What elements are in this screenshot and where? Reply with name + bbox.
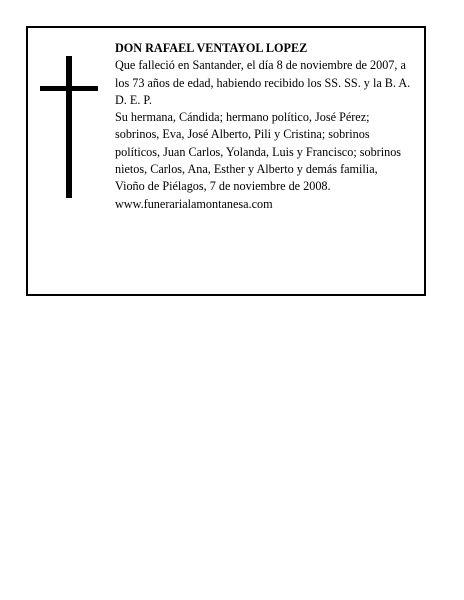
cross-horizontal-bar — [40, 86, 98, 91]
rip-abbreviation: D. E. P. — [115, 92, 152, 107]
place-and-date: Vioño de Piélagos, 7 de noviembre de 2008. — [115, 179, 331, 194]
deceased-name: DON RAFAEL VENTAYOL LOPEZ — [115, 41, 308, 55]
funeral-home-website: www.funerarialamontanesa.com — [115, 196, 273, 211]
cross-vertical-bar — [66, 56, 72, 198]
obituary-notice — [26, 26, 426, 296]
cross-icon — [40, 56, 98, 198]
death-info: Que falleció en Santander, el día 8 de noviembre de 2007, a los 73 años de edad, habiendo recibido los SS. SS. y la B. A. — [115, 58, 411, 90]
notice-text — [115, 40, 415, 213]
family-members: Su hermana, Cándida; hermano político, José Pérez; sobrinos, Eva, José Alberto, Pili y Cristina; sobrinos políticos, Juan Carlos, Yolanda, Luis y Francisco; sobrinos nietos, Carlos, Ana, Esther y Alberto y demás familia, — [115, 110, 402, 177]
